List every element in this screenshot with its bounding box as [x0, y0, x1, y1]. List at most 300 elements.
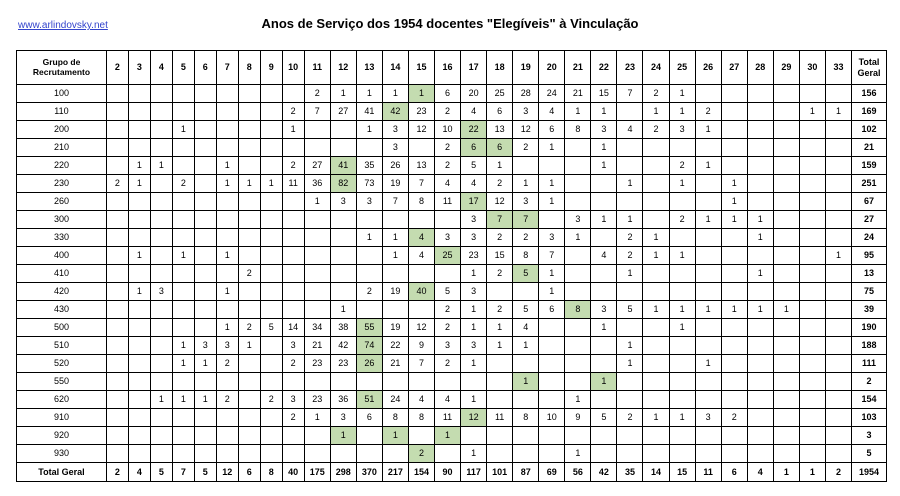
table-cell — [669, 373, 695, 391]
table-cell: 1 — [565, 229, 591, 247]
table-cell: 35 — [356, 157, 382, 175]
table-cell — [150, 319, 172, 337]
table-cell — [172, 283, 194, 301]
table-cell: 1 — [356, 85, 382, 103]
table-cell — [799, 157, 825, 175]
table-cell: 1 — [304, 409, 330, 427]
table-cell — [330, 283, 356, 301]
table-cell: 1 — [643, 229, 669, 247]
table-cell — [617, 283, 643, 301]
table-cell — [106, 139, 128, 157]
table-cell — [150, 445, 172, 463]
table-cell — [172, 373, 194, 391]
table-cell: 21 — [565, 85, 591, 103]
table-cell — [304, 283, 330, 301]
table-cell — [216, 373, 238, 391]
table-cell — [565, 247, 591, 265]
table-cell: 2 — [356, 283, 382, 301]
table-cell — [172, 229, 194, 247]
table-cell — [304, 139, 330, 157]
table-cell — [513, 157, 539, 175]
column-total: 42 — [591, 463, 617, 482]
table-cell: 42 — [382, 103, 408, 121]
table-cell: 1 — [617, 355, 643, 373]
table-cell: 2 — [617, 247, 643, 265]
table-cell — [643, 427, 669, 445]
table-cell — [128, 229, 150, 247]
table-cell: 6 — [487, 103, 513, 121]
table-row — [17, 103, 887, 121]
column-total: 154 — [408, 463, 434, 482]
table-cell — [150, 265, 172, 283]
table-cell — [825, 157, 851, 175]
row-label: 100 — [17, 85, 107, 103]
column-header: 11 — [304, 51, 330, 85]
table-row — [17, 373, 887, 391]
table-cell — [382, 265, 408, 283]
table-cell — [434, 445, 460, 463]
table-cell: 7 — [513, 211, 539, 229]
table-cell — [695, 391, 721, 409]
table-cell: 2 — [238, 319, 260, 337]
table-cell — [825, 373, 851, 391]
table-cell — [128, 355, 150, 373]
table-cell — [643, 373, 669, 391]
table-cell — [128, 427, 150, 445]
table-cell: 1 — [591, 373, 617, 391]
table-cell — [669, 427, 695, 445]
corner-header: Grupo de Recrutamento — [17, 51, 107, 85]
table-cell — [128, 211, 150, 229]
table-cell — [539, 319, 565, 337]
table-cell — [238, 283, 260, 301]
table-cell: 11 — [487, 409, 513, 427]
table-cell — [150, 175, 172, 193]
table-cell — [356, 445, 382, 463]
table-cell: 3 — [461, 229, 487, 247]
table-cell — [695, 373, 721, 391]
table-cell: 4 — [461, 103, 487, 121]
table-cell — [128, 265, 150, 283]
table-cell — [216, 193, 238, 211]
table-cell: 3 — [591, 121, 617, 139]
table-cell — [304, 265, 330, 283]
table-cell — [773, 139, 799, 157]
table-cell: 11 — [434, 409, 460, 427]
table-cell: 41 — [356, 103, 382, 121]
table-cell: 2 — [434, 157, 460, 175]
table-cell: 1 — [669, 103, 695, 121]
table-cell — [669, 193, 695, 211]
table-cell — [773, 337, 799, 355]
column-total: 40 — [282, 463, 304, 482]
table-cell — [128, 319, 150, 337]
table-cell — [260, 85, 282, 103]
row-total: 24 — [851, 229, 886, 247]
table-cell — [106, 265, 128, 283]
table-cell — [799, 427, 825, 445]
table-cell — [382, 301, 408, 319]
table-cell — [617, 391, 643, 409]
row-label: 300 — [17, 211, 107, 229]
table-cell: 2 — [669, 211, 695, 229]
table-cell — [172, 157, 194, 175]
table-cell — [773, 175, 799, 193]
column-total: 5 — [194, 463, 216, 482]
table-cell: 2 — [408, 445, 434, 463]
table-cell — [669, 337, 695, 355]
table-cell — [539, 391, 565, 409]
table-cell: 15 — [591, 85, 617, 103]
table-cell — [260, 121, 282, 139]
table-cell — [773, 157, 799, 175]
column-total: 217 — [382, 463, 408, 482]
table-cell: 3 — [434, 229, 460, 247]
table-cell — [282, 283, 304, 301]
column-header: 15 — [408, 51, 434, 85]
column-header: 19 — [513, 51, 539, 85]
table-cell: 40 — [408, 283, 434, 301]
table-cell — [591, 265, 617, 283]
table-cell — [260, 301, 282, 319]
table-cell: 1 — [591, 139, 617, 157]
table-cell: 3 — [434, 337, 460, 355]
table-cell — [128, 139, 150, 157]
row-total: 5 — [851, 445, 886, 463]
table-row — [17, 211, 887, 229]
table-cell: 74 — [356, 337, 382, 355]
table-cell — [825, 301, 851, 319]
table-cell — [695, 175, 721, 193]
table-cell: 8 — [513, 409, 539, 427]
table-cell — [539, 211, 565, 229]
table-cell: 3 — [591, 301, 617, 319]
table-cell — [721, 445, 747, 463]
table-cell — [799, 265, 825, 283]
column-total: 6 — [721, 463, 747, 482]
table-cell — [106, 445, 128, 463]
table-cell — [799, 283, 825, 301]
table-cell — [260, 265, 282, 283]
table-cell — [747, 139, 773, 157]
table-cell: 36 — [304, 175, 330, 193]
table-cell: 14 — [282, 319, 304, 337]
table-cell: 1 — [747, 211, 773, 229]
table-cell: 4 — [539, 103, 565, 121]
table-cell — [304, 229, 330, 247]
table-cell — [461, 373, 487, 391]
table-cell: 2 — [513, 229, 539, 247]
table-cell: 5 — [434, 283, 460, 301]
table-cell — [773, 211, 799, 229]
table-cell — [194, 247, 216, 265]
table-cell — [825, 283, 851, 301]
row-total: 251 — [851, 175, 886, 193]
table-cell: 2 — [513, 139, 539, 157]
table-cell: 1 — [695, 355, 721, 373]
table-cell: 12 — [408, 121, 434, 139]
table-cell — [643, 157, 669, 175]
table-cell: 1 — [216, 157, 238, 175]
row-label: 330 — [17, 229, 107, 247]
table-cell: 2 — [617, 409, 643, 427]
table-cell — [238, 391, 260, 409]
table-row — [17, 355, 887, 373]
table-cell — [825, 175, 851, 193]
table-cell — [216, 121, 238, 139]
table-cell: 8 — [513, 247, 539, 265]
table-cell: 19 — [382, 319, 408, 337]
table-cell: 1 — [539, 193, 565, 211]
table-cell — [539, 157, 565, 175]
table-cell — [669, 445, 695, 463]
column-header: 26 — [695, 51, 721, 85]
table-cell — [643, 355, 669, 373]
table-cell — [695, 229, 721, 247]
table-cell — [747, 85, 773, 103]
table-cell — [565, 427, 591, 445]
row-total: 102 — [851, 121, 886, 139]
table-cell — [773, 247, 799, 265]
column-header: 33 — [825, 51, 851, 85]
column-header: 5 — [172, 51, 194, 85]
row-total: 169 — [851, 103, 886, 121]
table-cell: 23 — [304, 391, 330, 409]
table-cell — [216, 229, 238, 247]
table-cell: 1 — [695, 157, 721, 175]
table-cell — [539, 427, 565, 445]
table-cell: 1 — [150, 157, 172, 175]
table-cell — [643, 283, 669, 301]
table-cell — [539, 445, 565, 463]
table-cell — [721, 391, 747, 409]
table-cell — [238, 139, 260, 157]
table-cell: 1 — [330, 85, 356, 103]
table-cell — [282, 445, 304, 463]
table-cell: 2 — [304, 85, 330, 103]
table-cell — [825, 121, 851, 139]
table-cell — [304, 247, 330, 265]
table-cell — [238, 229, 260, 247]
table-cell: 6 — [461, 139, 487, 157]
table-cell — [216, 85, 238, 103]
table-cell — [565, 265, 591, 283]
table-cell — [539, 337, 565, 355]
table-cell — [150, 139, 172, 157]
table-cell — [747, 373, 773, 391]
table-cell — [408, 139, 434, 157]
table-cell — [260, 409, 282, 427]
table-cell: 1 — [695, 301, 721, 319]
table-row — [17, 337, 887, 355]
table-cell: 7 — [408, 175, 434, 193]
table-cell — [106, 409, 128, 427]
table-cell: 1 — [382, 247, 408, 265]
table-cell: 1 — [487, 157, 513, 175]
table-cell: 1 — [216, 283, 238, 301]
table-cell — [330, 445, 356, 463]
table-cell — [643, 211, 669, 229]
table-cell — [513, 445, 539, 463]
table-cell: 1 — [330, 301, 356, 319]
table-cell — [721, 373, 747, 391]
column-total: 11 — [695, 463, 721, 482]
table-cell: 1 — [434, 427, 460, 445]
row-label: 210 — [17, 139, 107, 157]
table-cell — [106, 157, 128, 175]
column-header: 25 — [669, 51, 695, 85]
table-cell — [106, 85, 128, 103]
table-cell — [721, 121, 747, 139]
table-cell — [773, 121, 799, 139]
table-cell: 2 — [434, 319, 460, 337]
table-cell — [721, 85, 747, 103]
row-total: 111 — [851, 355, 886, 373]
row-total: 75 — [851, 283, 886, 301]
table-cell — [747, 319, 773, 337]
table-cell: 7 — [539, 247, 565, 265]
table-cell — [356, 373, 382, 391]
table-cell: 25 — [434, 247, 460, 265]
table-cell: 28 — [513, 85, 539, 103]
table-cell — [721, 319, 747, 337]
total-row — [17, 463, 887, 482]
table-cell: 25 — [487, 85, 513, 103]
table-cell — [282, 301, 304, 319]
table-cell: 1 — [539, 283, 565, 301]
table-cell — [356, 211, 382, 229]
table-cell — [669, 139, 695, 157]
table-cell — [487, 445, 513, 463]
table-row — [17, 157, 887, 175]
table-cell — [128, 301, 150, 319]
table-cell: 5 — [461, 157, 487, 175]
table-cell — [238, 427, 260, 445]
table-cell — [799, 193, 825, 211]
table-cell: 3 — [216, 337, 238, 355]
table-cell: 24 — [539, 85, 565, 103]
table-cell — [825, 211, 851, 229]
table-cell: 8 — [408, 193, 434, 211]
row-label: 500 — [17, 319, 107, 337]
table-cell — [773, 103, 799, 121]
table-cell — [194, 157, 216, 175]
table-cell: 1 — [695, 211, 721, 229]
table-cell — [565, 157, 591, 175]
row-total: 2 — [851, 373, 886, 391]
table-cell — [773, 193, 799, 211]
table-cell — [513, 283, 539, 301]
table-cell: 23 — [408, 103, 434, 121]
table-row — [17, 409, 887, 427]
table-cell — [721, 157, 747, 175]
table-cell: 2 — [106, 175, 128, 193]
table-cell: 3 — [150, 283, 172, 301]
table-cell: 2 — [282, 103, 304, 121]
table-cell — [695, 445, 721, 463]
table-cell — [106, 121, 128, 139]
column-total: 6 — [238, 463, 260, 482]
table-cell — [330, 247, 356, 265]
table-cell — [747, 193, 773, 211]
table-cell: 1 — [669, 247, 695, 265]
column-total: 4 — [747, 463, 773, 482]
table-cell — [799, 373, 825, 391]
page-title: Anos de Serviço dos 1954 docentes "Elegíveis" à Vinculação — [261, 16, 639, 31]
row-label: 400 — [17, 247, 107, 265]
column-header: 18 — [487, 51, 513, 85]
table-cell: 2 — [216, 355, 238, 373]
table-cell — [194, 319, 216, 337]
table-cell — [330, 139, 356, 157]
column-header: 12 — [330, 51, 356, 85]
table-cell — [282, 193, 304, 211]
table-cell: 1 — [721, 301, 747, 319]
table-cell: 2 — [260, 391, 282, 409]
table-cell — [106, 193, 128, 211]
site-link[interactable]: www.arlindovsky.net — [18, 20, 108, 31]
table-cell: 4 — [591, 247, 617, 265]
table-cell — [434, 265, 460, 283]
table-cell — [799, 175, 825, 193]
table-cell — [747, 157, 773, 175]
table-cell: 5 — [260, 319, 282, 337]
table-cell — [825, 85, 851, 103]
table-cell — [194, 175, 216, 193]
table-cell — [304, 211, 330, 229]
table-cell: 12 — [461, 409, 487, 427]
table-cell — [565, 283, 591, 301]
table-cell: 1 — [565, 103, 591, 121]
table-cell — [260, 337, 282, 355]
table-cell — [434, 373, 460, 391]
column-header: 3 — [128, 51, 150, 85]
table-cell: 6 — [539, 301, 565, 319]
table-cell — [106, 427, 128, 445]
table-cell — [721, 427, 747, 445]
table-cell: 9 — [408, 337, 434, 355]
table-cell: 12 — [408, 319, 434, 337]
table-cell: 9 — [565, 409, 591, 427]
table-cell — [408, 265, 434, 283]
table-cell — [172, 85, 194, 103]
table-cell — [260, 103, 282, 121]
row-total: 188 — [851, 337, 886, 355]
table-cell — [487, 355, 513, 373]
table-cell: 5 — [513, 301, 539, 319]
table-cell: 1 — [150, 391, 172, 409]
table-cell — [799, 409, 825, 427]
table-cell: 1 — [643, 409, 669, 427]
table-cell — [825, 229, 851, 247]
table-cell: 1 — [382, 427, 408, 445]
table-row — [17, 193, 887, 211]
row-total: 103 — [851, 409, 886, 427]
table-cell — [408, 211, 434, 229]
table-cell: 2 — [617, 229, 643, 247]
table-cell — [617, 103, 643, 121]
table-cell — [721, 139, 747, 157]
table-cell — [773, 85, 799, 103]
table-cell — [643, 175, 669, 193]
table-cell — [150, 337, 172, 355]
table-cell — [238, 193, 260, 211]
table-cell: 5 — [617, 301, 643, 319]
row-total: 95 — [851, 247, 886, 265]
table-cell — [799, 391, 825, 409]
row-label: 420 — [17, 283, 107, 301]
table-cell: 3 — [330, 409, 356, 427]
